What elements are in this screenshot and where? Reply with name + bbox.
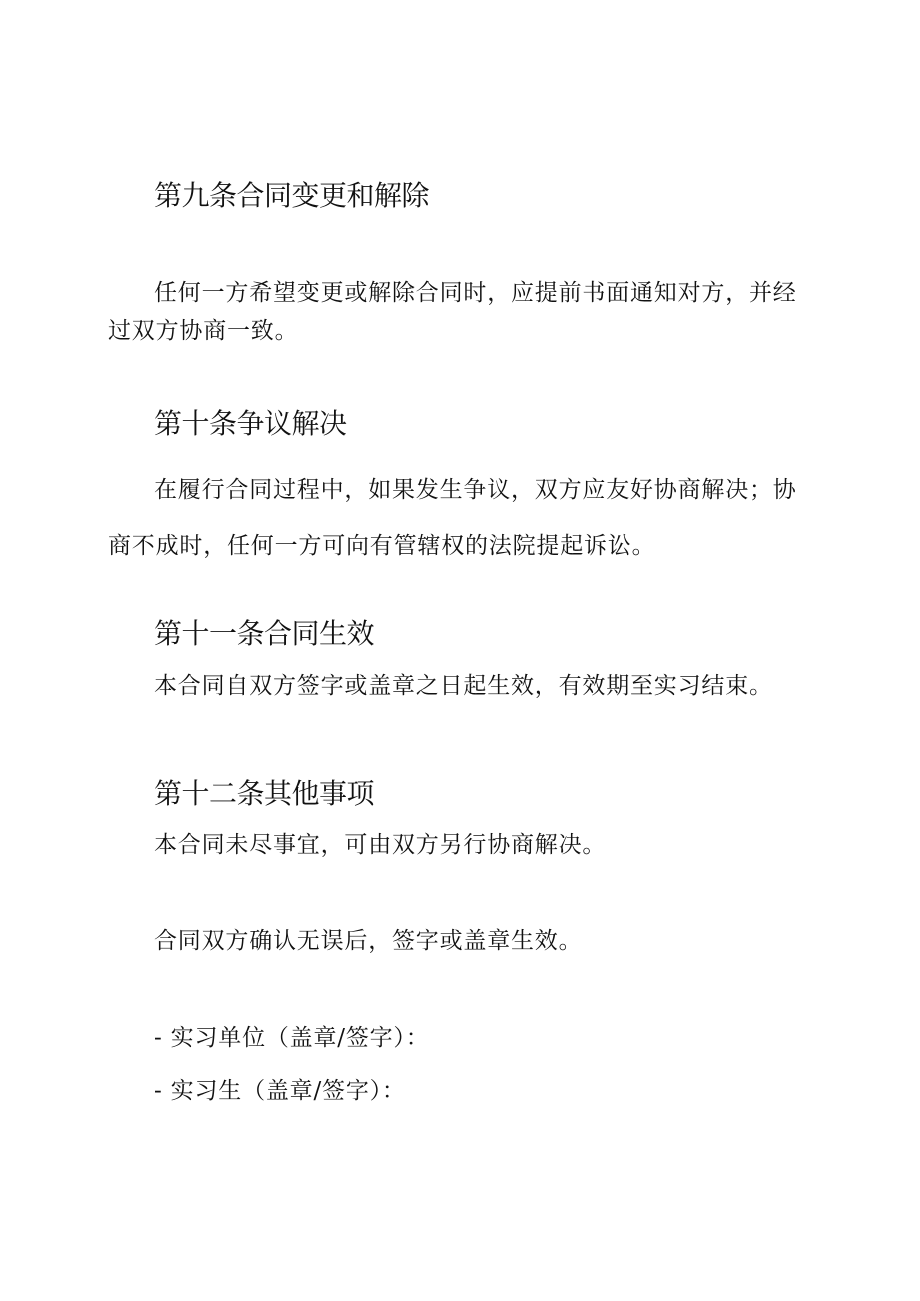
article-12-heading: 第十二条其他事项 <box>154 777 375 810</box>
signature-line-intern: - 实习生（盖章/签字）： <box>154 1078 406 1104</box>
article-9-heading: 第九条合同变更和解除 <box>154 179 430 212</box>
signature-line-company: - 实习单位（盖章/签字）： <box>154 1025 430 1051</box>
article-12-body: 本合同未尽事宜，可由双方另行协商解决。 <box>154 832 607 858</box>
article-11-body: 本合同自双方签字或盖章之日起生效，有效期至实习结束。 <box>154 673 773 699</box>
confirmation-text: 合同双方确认无误后，签字或盖章生效。 <box>154 928 583 954</box>
article-10-body: 在履行合同过程中，如果发生争议，双方应友好协商解决；协商不成时，任何一方可向有管辖权的法院提起诉讼。 <box>108 477 797 559</box>
article-10-heading: 第十条争议解决 <box>154 407 347 440</box>
article-11-heading: 第十一条合同生效 <box>154 617 375 650</box>
article-9-body: 任何一方希望变更或解除合同时，应提前书面通知对方，并经过双方协商一致。 <box>108 280 797 344</box>
